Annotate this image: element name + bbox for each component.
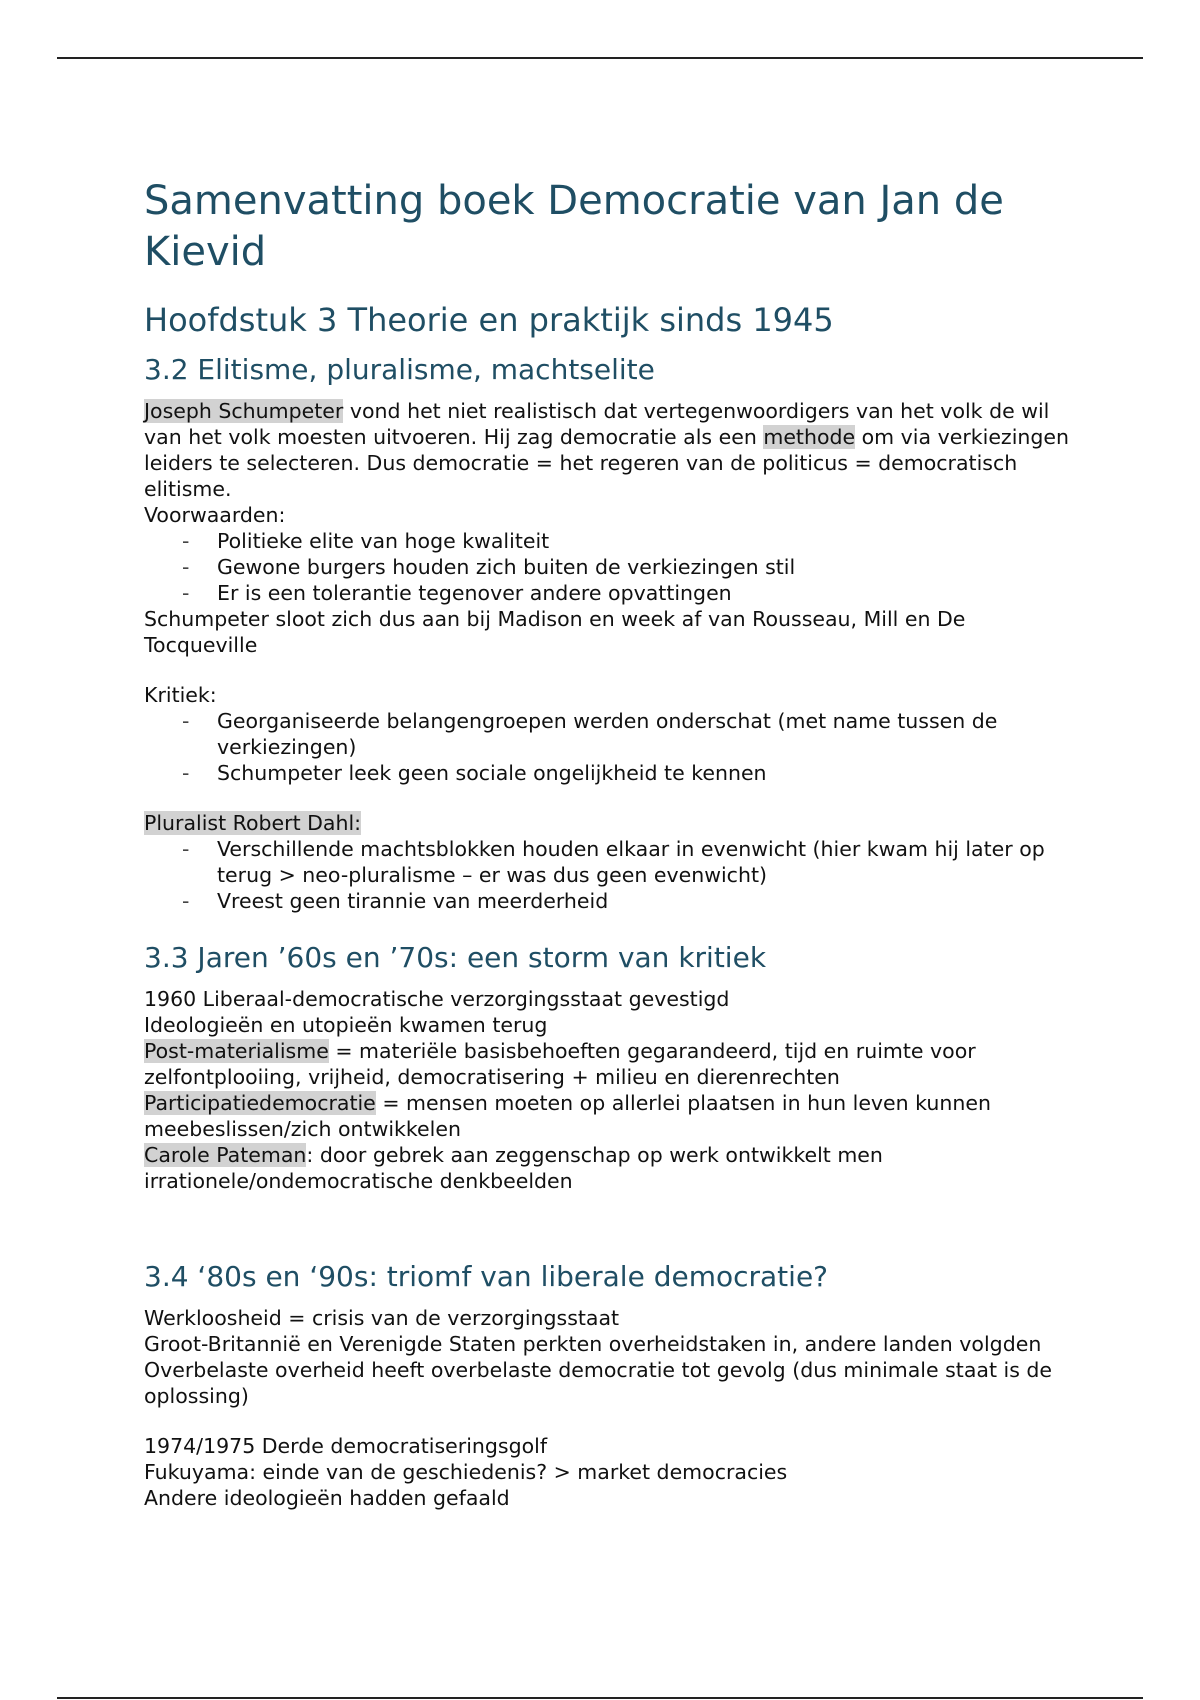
post-materialisme-paragraph: Post-materialisme = materiële basisbehoeften gegarandeerd, tijd en ruimte voor zelfontplooiing, vrijheid, democratisering + milieu en dierenrechten (144, 1039, 976, 1089)
madison-paragraph: Schumpeter sloot zich dus aan bij Madison en week af van Rousseau, Mill en De Tocqueville (144, 607, 966, 657)
dahl-list (144, 836, 1074, 914)
highlight-methode: methode (763, 425, 856, 449)
line-1960: 1960 Liberaal-democratische verzorgingsstaat gevestigd (144, 987, 730, 1011)
highlight-pateman: Carole Pateman (144, 1143, 307, 1167)
dahl-label (144, 810, 1074, 836)
document-body (144, 176, 1074, 1511)
highlight-schumpeter: Joseph Schumpeter (144, 399, 344, 423)
top-rule (57, 57, 1143, 59)
line-overbelaste-overheid: Overbelaste overheid heeft overbelaste democratie tot gevolg (dus minimale staat is de oplossing) (144, 1358, 1053, 1408)
list-item: - Vreest geen tirannie van meerderheid (144, 888, 1074, 914)
chapter-heading: Hoofdstuk 3 Theorie en praktijk sinds 1945 (144, 301, 834, 339)
voorwaarden-list (144, 528, 1074, 606)
line-fukuyama: Fukuyama: einde van de geschiedenis? > market democracies (144, 1460, 788, 1484)
line-derde-golf: 1974/1975 Derde democratiseringsgolf (144, 1434, 548, 1458)
list-item: - Verschillende machtsblokken houden elkaar in evenwicht (hier kwam hij later op terug > neo-pluralisme – er was dus geen evenwicht) (144, 836, 1074, 888)
schumpeter-paragraph: Joseph Schumpeter vond het niet realistisch dat vertegenwoordigers van het volk de wil van het volk moesten uitvoeren. Hij zag democratie als een methode om via verkiezingen leiders te selecteren. Dus democratie = het regeren van de politicus = democratisch elitisme. (144, 399, 1069, 501)
line-ideologieen: Ideologieën en utopieën kwamen terug (144, 1013, 548, 1037)
section-heading-3-4: 3.4 ‘80s en ‘90s: triomf van liberale democratie? (144, 1260, 829, 1293)
bottom-rule (57, 1697, 1143, 1699)
highlight-dahl: Pluralist Robert Dahl: (144, 811, 362, 835)
highlight-post-materialisme: Post-materialisme (144, 1039, 329, 1063)
section-heading-3-3: 3.3 Jaren ’60s en ’70s: een storm van kritiek (144, 941, 767, 974)
list-item: - Georganiseerde belangengroepen werden onderschat (met name tussen de verkiezingen) (144, 708, 1074, 760)
list-item: - Politieke elite van hoge kwaliteit (144, 528, 1074, 554)
list-item: - Er is een tolerantie tegenover andere opvattingen (144, 580, 1074, 606)
pateman-paragraph: Carole Pateman: door gebrek aan zeggenschap op werk ontwikkelt men irrationele/ondemocratische denkbeelden (144, 1143, 883, 1193)
kritiek-list (144, 708, 1074, 786)
line-werkloosheid: Werkloosheid = crisis van de verzorgingsstaat (144, 1306, 620, 1330)
participatiedemocratie-paragraph: Participatiedemocratie = mensen moeten op allerlei plaatsen in hun leven kunnen meebeslissen/zich ontwikkelen (144, 1091, 992, 1141)
kritiek-label: Kritiek: (144, 683, 217, 707)
line-andere-ideologieen: Andere ideologieën hadden gefaald (144, 1486, 510, 1510)
list-item: - Schumpeter leek geen sociale ongelijkheid te kennen (144, 760, 1074, 786)
section-heading-3-2: 3.2 Elitisme, pluralisme, machtselite (144, 353, 655, 386)
list-item: - Gewone burgers houden zich buiten de verkiezingen stil (144, 554, 1074, 580)
voorwaarden-label: Voorwaarden: (144, 503, 286, 527)
highlight-participatiedemocratie: Participatiedemocratie (144, 1091, 376, 1115)
document-title: Samenvatting boek Democratie van Jan de Kievid (144, 178, 1004, 275)
line-groot-brittannie: Groot-Britannië en Verenigde Staten perkten overheidstaken in, andere landen volgden (144, 1332, 1042, 1356)
